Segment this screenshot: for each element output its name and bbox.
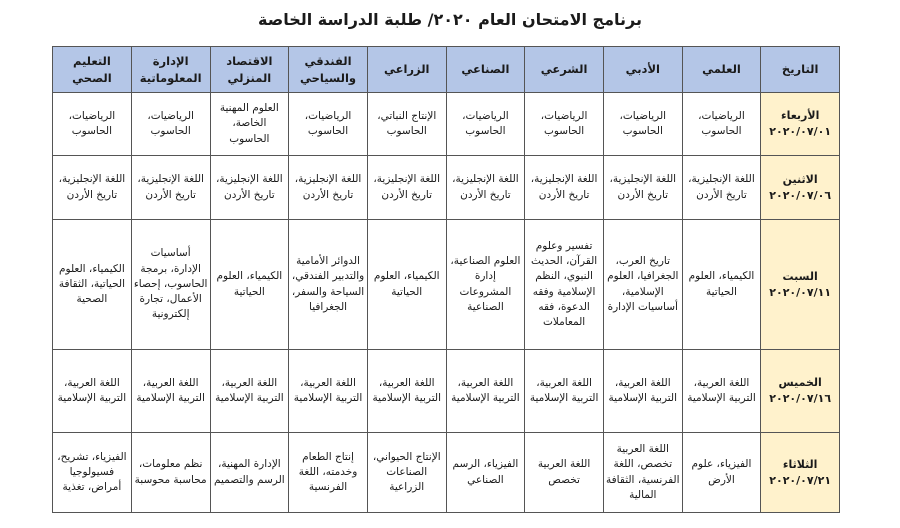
subject-cell: اللغة الإنجليزية، تاريخ الأردن [289,156,368,220]
subject-cell: اللغة العربية، التربية الإسلامية [210,350,289,433]
table-row [53,433,840,513]
subject-cell: اللغة العربية تخصص، اللغة الفرنسية، الثقافة المالية [603,433,682,513]
subject-cell: الرياضيات، الحاسوب [682,93,761,156]
day-name: الثلاثاء [782,457,818,471]
date-cell [761,93,840,156]
subject-cell: الرياضيات، الحاسوب [525,93,604,156]
day-name: الخميس [778,376,822,390]
subject-cell: الرياضيات، الحاسوب [446,93,525,156]
subject-cell: الرياضيات، الحاسوب [603,93,682,156]
subject-cell: اللغة العربية، التربية الإسلامية [367,350,446,433]
subject-cell: اللغة العربية، التربية الإسلامية [682,350,761,433]
subject-cell: اللغة العربية، التربية الإسلامية [289,350,368,433]
header-home-economics: الاقتصاد المنزلي [210,47,289,93]
table-row [53,350,840,433]
day-name: الأربعاء [780,109,820,123]
subject-cell: اللغة الإنجليزية، تاريخ الأردن [446,156,525,220]
subject-cell: الإنتاج الحيواني، الصناعات الزراعية [367,433,446,513]
subject-cell: اللغة الإنجليزية، تاريخ الأردن [367,156,446,220]
subject-cell: اللغة الإنجليزية، تاريخ الأردن [682,156,761,220]
subject-cell: الفيزياء، تشريح، فسيولوجيا أمراض، تغذية [53,433,132,513]
date-value: ٢٠٢٠/٠٧/٠١ [769,125,832,138]
subject-cell: الكيمياء، العلوم الحياتية [367,220,446,350]
subject-cell: اللغة العربية تخصص [525,433,604,513]
subject-cell: الدوائر الأمامية والتدبير الفندقي، السياحة والسفر، الجغرافيا [289,220,368,350]
exam-schedule-table [52,46,840,513]
page-title: برنامج الامتحان العام ٢٠٢٠/ طلبة الدراسة الخاصة [258,10,642,29]
subject-cell: نظم معلومات، محاسبة محوسبة [131,433,210,513]
subject-cell: الكيمياء، العلوم الحياتية، الثقافة الصحية [53,220,132,350]
date-value: ٢٠٢٠/٠٧/١١ [769,285,832,299]
date-cell [761,350,840,433]
date-value: ٢٠٢٠/٠٧/٠٦ [769,188,832,202]
subject-cell: الفيزياء، علوم الأرض [682,433,761,513]
table-row [53,220,840,350]
subject-cell: اللغة الإنجليزية، تاريخ الأردن [53,156,132,220]
subject-cell: اللغة العربية، التربية الإسلامية [53,350,132,433]
header-industrial: الصناعي [446,47,525,93]
subject-cell: اللغة العربية، التربية الإسلامية [131,350,210,433]
subject-cell: اللغة الإنجليزية، تاريخ الأردن [603,156,682,220]
day-name: السبت [782,269,818,283]
header-date: التاريخ [761,47,840,93]
header-agricultural: الزراعي [367,47,446,93]
subject-cell: الفيزياء، الرسم الصناعي [446,433,525,513]
table-row [53,93,840,156]
date-cell [761,156,840,220]
subject-cell: تفسير وعلوم القرآن، الحديث النبوي، النظم الإسلامية وفقه الدعوة، فقه المعاملات [525,220,604,350]
subject-cell: الإدارة المهنية، الرسم والتصميم [210,433,289,513]
subject-cell: اللغة الإنجليزية، تاريخ الأردن [131,156,210,220]
subject-cell: اللغة العربية، التربية الإسلامية [603,350,682,433]
table-row [53,156,840,220]
header-sharia: الشرعي [525,47,604,93]
subject-cell: الرياضيات، الحاسوب [131,93,210,156]
subject-cell: الكيمياء، العلوم الحياتية [682,220,761,350]
subject-cell: الرياضيات، الحاسوب [289,93,368,156]
date-value: ٢٠٢٠/٠٧/٢١ [769,473,832,487]
header-row [53,47,840,93]
subject-cell: تاريخ العرب، الجغرافيا، العلوم الإسلامية، أساسيات الإدارة [603,220,682,350]
subject-cell: اللغة الإنجليزية، تاريخ الأردن [525,156,604,220]
subject-cell: إنتاج الطعام وخدمته، اللغة الفرنسية [289,433,368,513]
header-scientific: العلمي [682,47,761,93]
header-literary: الأدبي [603,47,682,93]
subject-cell: الكيمياء، العلوم الحياتية [210,220,289,350]
subject-cell: الرياضيات، الحاسوب [53,93,132,156]
header-info-management: الإدارة المعلوماتية [131,47,210,93]
subject-cell: اللغة الإنجليزية، تاريخ الأردن [210,156,289,220]
subject-cell: أساسيات الإدارة، برمجة الحاسوب، إحصاء الأعمال، تجارة إلكترونية [131,220,210,350]
subject-cell: الإنتاج النباتي، الحاسوب [367,93,446,156]
day-name: الاثنين [782,172,818,186]
subject-cell: اللغة العربية، التربية الإسلامية [446,350,525,433]
subject-cell: اللغة العربية، التربية الإسلامية [525,350,604,433]
subject-cell: العلوم الصناعية، إدارة المشروعات الصناعية [446,220,525,350]
date-value: ٢٠٢٠/٠٧/١٦ [769,392,832,405]
subject-cell: العلوم المهنية الخاصة، الحاسوب [210,93,289,156]
date-cell [761,220,840,350]
date-cell [761,433,840,513]
header-health-education: التعليم الصحي [53,47,132,93]
header-hotel-tourism: الفندقي والسياحي [289,47,368,93]
